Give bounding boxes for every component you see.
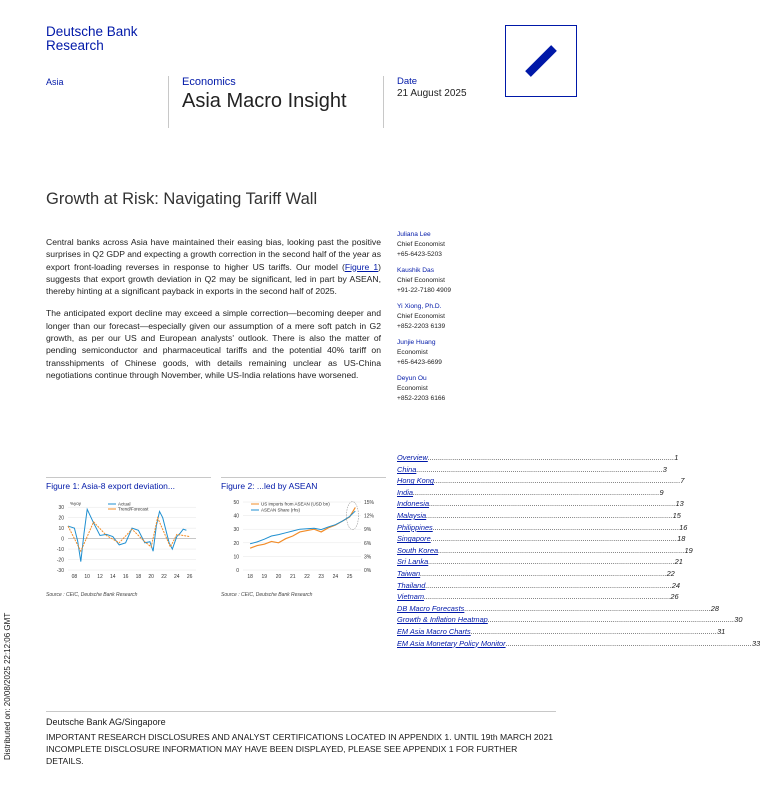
y2-tick-label: 0% <box>364 568 372 574</box>
author <box>397 266 451 296</box>
toc-item-page: 9 <box>659 487 664 497</box>
y2-tick-label: 9% <box>364 527 372 534</box>
x-tick-label: 25 <box>346 574 353 580</box>
report-title: Asia Macro Insight <box>182 90 347 112</box>
x-tick-label: 22 <box>161 574 167 580</box>
toc-leader-dots: ........................................................................................................................ <box>430 534 678 544</box>
toc-leader-dots: ........................................................................................................................ <box>487 615 735 625</box>
x-tick-label: 10 <box>84 574 90 580</box>
figure-1-source: Source : CEIC, Deutsche Bank Research <box>46 592 138 598</box>
toc-leader-dots: ........................................................................................................................ <box>470 626 718 636</box>
toc-item-page: 30 <box>734 615 743 625</box>
y-tick-label: 10 <box>233 554 239 561</box>
footer-entity: Deutsche Bank AG/Singapore <box>46 717 166 727</box>
author-list <box>397 230 451 410</box>
figure-1 <box>46 477 211 598</box>
legend-units: %yoy <box>70 501 82 506</box>
toc-leader-dots: ........................................................................................................................ <box>428 557 675 567</box>
toc-item[interactable] <box>397 626 726 638</box>
toc-leader-dots: ........................................................................................................................ <box>427 453 675 462</box>
toc-item-page: 7 <box>680 476 685 486</box>
author-phone: +65-6423-6699 <box>397 359 442 366</box>
figure-2 <box>221 477 386 598</box>
legend-label: Actual <box>118 501 131 507</box>
x-tick-label: 18 <box>247 574 253 580</box>
author-phone: +65-6423-5203 <box>397 251 442 258</box>
author-name[interactable]: Deyun Ou <box>397 375 427 382</box>
paragraph-1-text: Central banks across Asia have maintained their easing bias, looking past the positive surprises in Q2 GDP and expecting a growth correction in the second half of the year as export front-loading reverses in response to higher US tariffs. Our model ( <box>46 237 381 272</box>
toc-item[interactable] <box>397 487 664 499</box>
x-tick-label: 14 <box>110 574 116 580</box>
toc-leader-dots: ........................................................................................................................ <box>425 580 672 590</box>
y-tick-label: 30 <box>58 505 64 512</box>
paragraph-2: The anticipated export decline may exceed a simple correction—becoming deeper and longer than our forecast—especially given our assumption of a mere soft patch in G2 growth, as per our US and European analysts' outlook. There is also the matter of pending semiconductor and pharmaceutical tariffs and the potential 40% tariff on transshipments of Chinese goods, with details remaining unclear as US-China negotiations continue through November, while US-India relations have worsened. <box>46 308 381 380</box>
toc-leader-dots: ........................................................................................................................ <box>413 487 660 497</box>
series-line-1 <box>68 506 186 561</box>
region-label: Asia <box>46 77 64 87</box>
x-tick-label: 16 <box>122 574 129 580</box>
toc-item-page: 33 <box>751 638 760 648</box>
toc-item-page: 28 <box>710 603 719 613</box>
toc-leader-dots: ........................................................................................................................ <box>416 464 663 474</box>
x-tick-label: 21 <box>289 574 296 580</box>
divider <box>383 76 384 128</box>
toc-item[interactable] <box>397 522 688 534</box>
toc-item-label[interactable]: Malaysia <box>397 510 427 520</box>
toc-item-page: 21 <box>674 557 683 567</box>
toc-item-page: 3 <box>662 464 667 474</box>
toc-item-label[interactable]: Vietnam <box>397 592 424 602</box>
y-tick-label: 0 <box>61 536 64 543</box>
toc-item-label[interactable]: DB Macro Forecasts <box>397 603 465 613</box>
disclosure-text: IMPORTANT RESEARCH DISCLOSURES AND ANALYST CERTIFICATIONS LOCATED IN APPENDIX 1. UNTIL 19th MARCH 2021 INCOMPLETE DISCLOSURE INFORMATION MAY HAVE BEEN DISPLAYED, PLEASE SEE APPENDIX 1 FOR FURTHER DETAILS. <box>46 732 553 766</box>
date-value: 21 August 2025 <box>397 88 467 99</box>
toc-item[interactable] <box>397 533 686 545</box>
toc-leader-dots: ........................................................................................................................ <box>423 592 671 602</box>
author-role: Economist <box>397 385 428 392</box>
author <box>397 338 451 368</box>
deutsche-bank-logo <box>505 25 577 97</box>
y-tick-label: 20 <box>58 515 64 522</box>
toc-item-label[interactable]: Indonesia <box>397 499 430 509</box>
brand-line-2: Research <box>46 38 104 53</box>
body-text <box>46 236 381 391</box>
figure-1-link[interactable]: Figure 1 <box>344 261 379 272</box>
figure-1-title: Figure 1: Asia-8 export deviation... <box>46 481 175 491</box>
series-line-share <box>250 511 355 544</box>
toc-item-label[interactable]: Overview <box>397 453 428 462</box>
divider <box>168 76 169 128</box>
y-tick-label: 10 <box>58 526 64 533</box>
toc-item[interactable] <box>397 568 675 580</box>
toc-item-page: 22 <box>666 568 675 578</box>
toc-leader-dots: ........................................................................................................................ <box>505 638 752 648</box>
toc-item-label[interactable]: Taiwan <box>397 568 421 578</box>
distribution-stamp: Distributed on: 20/08/2025 22:12:06 GMT <box>3 612 12 760</box>
category-label: Economics <box>182 76 236 88</box>
author <box>397 230 451 260</box>
x-tick-label: 20 <box>148 574 154 580</box>
author <box>397 374 451 404</box>
date-label: Date <box>397 76 418 87</box>
author-name[interactable]: Juliana Lee <box>397 231 431 238</box>
y-tick-label: -30 <box>56 568 64 574</box>
x-tick-label: 24 <box>174 574 180 580</box>
figure-2-chart <box>221 494 386 586</box>
table-of-contents <box>397 452 760 649</box>
paragraph-1 <box>46 236 381 297</box>
y-tick-label: -20 <box>56 557 64 564</box>
toc-item[interactable] <box>397 464 667 476</box>
toc-leader-dots: ........................................................................................................................ <box>433 476 681 486</box>
x-tick-label: 12 <box>97 574 103 580</box>
toc-item-label[interactable]: Philippines <box>397 522 433 532</box>
y2-tick-label: 15% <box>364 500 375 506</box>
toc-item-label[interactable]: China <box>397 464 417 474</box>
author-phone: +91-22-7180 4909 <box>397 287 452 294</box>
y2-tick-label: 6% <box>364 540 372 547</box>
x-tick-label: 23 <box>318 574 324 580</box>
author-phone: +852-2203 6166 <box>397 395 446 402</box>
x-tick-label: 19 <box>261 574 268 580</box>
toc-item-label[interactable]: Growth & Inflation Heatmap <box>397 615 488 625</box>
x-tick-label: 24 <box>332 574 339 580</box>
y-tick-label: 40 <box>233 513 239 520</box>
author-role: Chief Economist <box>397 241 446 248</box>
author-role: Chief Economist <box>397 277 446 284</box>
author <box>397 302 451 332</box>
toc-leader-dots: ........................................................................................................................ <box>464 603 711 613</box>
toc-item[interactable] <box>397 580 680 592</box>
y2-tick-label: 3% <box>364 554 372 561</box>
toc-leader-dots: ........................................................................................................................ <box>438 545 685 555</box>
toc-item-label[interactable]: Thailand <box>397 580 426 590</box>
toc-item[interactable] <box>397 475 685 487</box>
toc-item-page: 18 <box>677 534 686 544</box>
toc-item-label[interactable]: Hong Kong <box>397 476 434 486</box>
x-tick-label: 26 <box>186 574 193 580</box>
toc-item[interactable] <box>397 638 760 650</box>
toc-item-page: 15 <box>672 510 681 520</box>
toc-item-label[interactable]: EM Asia Monetary Policy Monitor <box>397 638 506 648</box>
toc-item-page: 13 <box>675 499 684 509</box>
toc-item-page: 31 <box>717 626 726 636</box>
toc-item[interactable] <box>397 614 743 626</box>
paragraph-1-text: ) suggests that export growth deviation in Q2 may be significant, led in part by ASEAN, thereby hinting at a significant payback in exports in the second half of 2025. <box>46 261 381 297</box>
brand-name <box>46 25 138 53</box>
headline: Growth at Risk: Navigating Tariff Wall <box>46 190 318 208</box>
toc-leader-dots: ........................................................................................................................ <box>429 499 676 509</box>
toc-item-label[interactable]: India <box>397 487 414 497</box>
toc-item-page: 1 <box>674 453 679 462</box>
toc-item[interactable] <box>397 510 681 522</box>
x-tick-label: 08 <box>71 574 78 580</box>
brand-line-1: Deutsche Bank <box>46 24 138 39</box>
toc-item[interactable] <box>397 556 683 568</box>
author-role: Chief Economist <box>397 313 446 320</box>
toc-item-page: 16 <box>679 522 688 532</box>
y-tick-label: -10 <box>56 547 64 554</box>
toc-item-label[interactable]: EM Asia Macro Charts <box>397 626 471 636</box>
author-name[interactable]: Junjie Huang <box>397 339 436 346</box>
toc-item[interactable] <box>397 591 679 603</box>
x-tick-label: 22 <box>304 574 310 580</box>
toc-leader-dots: ........................................................................................................................ <box>432 522 680 532</box>
legend-label: ASEAN Share (rhs) <box>261 507 301 513</box>
toc-item-label[interactable]: South Korea <box>397 545 439 555</box>
y-tick-label: 30 <box>233 527 239 534</box>
toc-item-label[interactable]: Singapore <box>397 534 431 544</box>
author-role: Economist <box>397 349 428 356</box>
legend-label: US imports from ASEAN (USD bn) <box>261 501 330 507</box>
author-phone: +852-2203 6139 <box>397 323 446 330</box>
toc-leader-dots: ........................................................................................................................ <box>426 510 673 520</box>
y2-tick-label: 12% <box>364 513 375 520</box>
toc-leader-dots: ........................................................................................................................ <box>420 568 667 578</box>
toc-item[interactable] <box>397 545 693 557</box>
toc-item-page: 19 <box>684 545 693 555</box>
toc-item-page: 24 <box>671 580 680 590</box>
toc-item[interactable] <box>397 498 684 510</box>
figure-1-chart <box>46 494 211 586</box>
y-tick-label: 50 <box>233 500 239 506</box>
toc-item[interactable] <box>397 452 679 464</box>
x-tick-label: 18 <box>135 574 142 580</box>
author-name[interactable]: Yi Xiong, Ph.D. <box>397 303 442 310</box>
y-tick-label: 20 <box>233 540 239 547</box>
figure-2-title: Figure 2: ...led by ASEAN <box>221 481 318 491</box>
toc-item-page: 26 <box>670 592 679 602</box>
footer-divider <box>46 711 556 712</box>
toc-item-label[interactable]: Sri Lanka <box>397 557 429 567</box>
author-name[interactable]: Kaushik Das <box>397 267 435 274</box>
y-tick-label: 0 <box>236 568 239 574</box>
series-line-imports <box>250 507 355 548</box>
figure-2-source: Source : CEIC, Deutsche Bank Research <box>221 592 313 598</box>
legend-label: Trend/Forecast <box>118 506 149 512</box>
x-tick-label: 20 <box>275 574 282 580</box>
toc-item[interactable] <box>397 603 719 615</box>
